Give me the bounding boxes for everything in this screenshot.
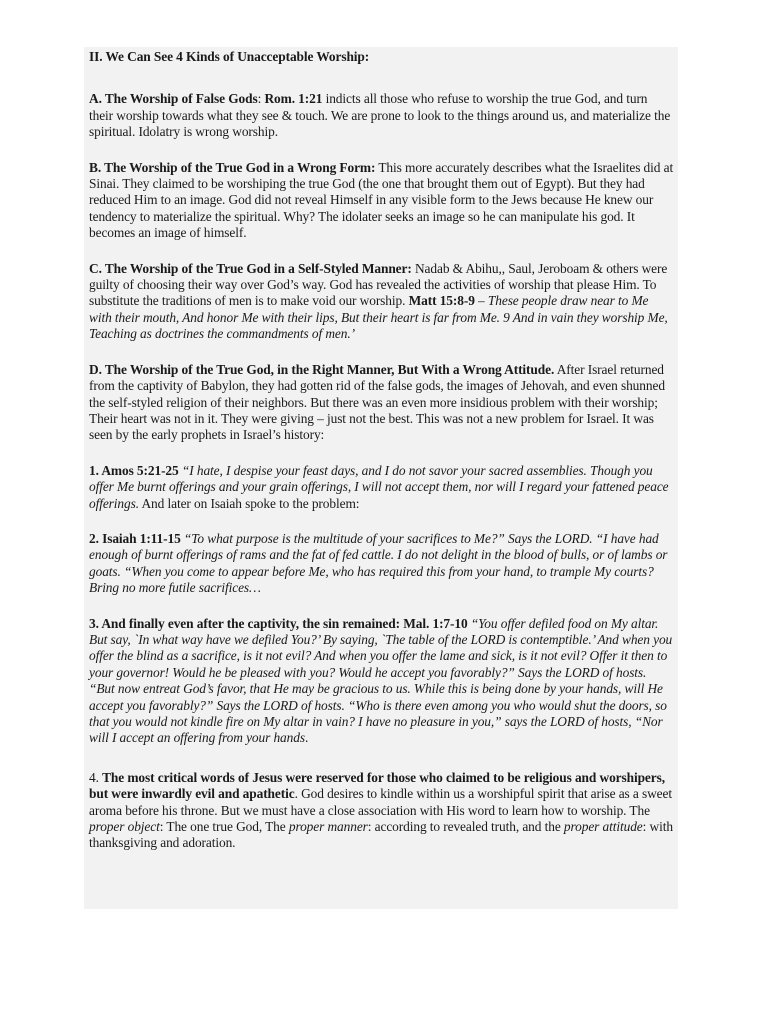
- section-a-sep: :: [257, 91, 265, 107]
- section-b-body: This more accurately describes what the Israelites did at Sinai. They claimed to be worshiping the true God (the one that brought them out of Egypt). But they had reduced Him to an image. God did not reveal Himself in any visible form to the Jews because He knew our tendency to materialize the spiritual. Why? The idolater seeks an image so he can manipulate his god. It becomes an image of himself.: [89, 159, 674, 241]
- point-1-quote: “I hate, I despise your feast days, and I do not savor your sacred assemblies. Though you offer Me burnt offerings and your grain offerings, I will not accept them, nor will I regard your fattened peace offerings.: [89, 462, 669, 511]
- section-b: [89, 160, 674, 242]
- point-1: [89, 463, 674, 512]
- section-c-body: Nadab & Abihu,, Saul, Jeroboam & others were guilty of choosing their way over God’s way. God has revealed the activities of worship that please Him. To substitute the traditions of men is to make void our worship.: [89, 260, 668, 309]
- point-3-end: .: [304, 730, 309, 746]
- point-4-proper-attitude: proper attitude: [563, 819, 643, 835]
- point-4: [89, 770, 674, 852]
- point-4-proper-object: proper object: [89, 819, 160, 835]
- point-2-quote: “To what purpose is the multitude of your sacrifices to Me?” Says the LORD. “I have had enough of burnt offerings of rams and the fat of fed cattle. I do not delight in the blood of bulls, or of lambs or goats. “When you come to appear before Me, who has required this from your hand, to trample My courts? Bring no more futile sacrifices…: [89, 530, 668, 596]
- point-3: [89, 616, 674, 747]
- point-1-ref: 1. Amos 5:21-25: [89, 462, 179, 478]
- point-4-body-3: : according to revealed truth, and the: [367, 819, 564, 835]
- section-a-heading: A. The Worship of False Gods: [89, 91, 258, 107]
- section-a-ref: Rom. 1:21: [264, 91, 323, 107]
- section-d-heading: D. The Worship of the True God, in the Right Manner, But With a Wrong Attitude.: [89, 361, 555, 377]
- section-d-body: After Israel returned from the captivity of Babylon, they had gotten rid of the false gods, the images of Jehovah, and even shunned the self-styled religion of their neighbors. But there was an even more insidious problem with their worship; Their heart was not in it. They were giving – just not the best. This was not a new problem for Israel. It was seen by the early prophets in Israel’s history:: [89, 361, 665, 443]
- section-c-heading: C. The Worship of the True God in a Self-Styled Manner:: [89, 260, 412, 276]
- point-2: [89, 531, 674, 597]
- section-c-quote: – These people draw near to Me with their mouth, And honor Me with their lips, But their heart is far from Me. 9 And in vain they worship Me, Teaching as doctrines the commandments of men.’: [89, 293, 668, 342]
- section-c: [89, 261, 674, 343]
- point-4-body-4: : with thanksgiving and adoration.: [89, 819, 673, 851]
- page-title: II. We Can See 4 Kinds of Unacceptable Worship:: [89, 49, 370, 64]
- section-a-body: indicts all those who refuse to worship the true God, and turn their worship towards what they see & touch. We are prone to look to the things around us, and materialize the spiritual. Idolatry is wrong worship.: [89, 91, 671, 140]
- point-4-body-2: : The one true God, The: [159, 819, 289, 835]
- section-d: [89, 362, 674, 444]
- point-1-tail: And later on Isaiah spoke to the problem:: [138, 495, 360, 511]
- section-b-heading: B. The Worship of the True God in a Wrong Form:: [89, 159, 376, 175]
- point-4-proper-manner: proper manner: [288, 819, 368, 835]
- point-3-quote: “You offer defiled food on My altar. But say, `In what way have we defiled You?’ By saying, `The table of the LORD is contemptible.’ And when you offer the blind as a sacrifice, is it not evil? And when you offer the lame and sick, is it not evil? Offer it then to your governor! Would he be pleased with you? Would he accept you favorably?” Says the LORD of hosts. “But now entreat God’s favor, that He may be gracious to us. While this is being done by your hands, will He accept you favorably?” Says the LORD of hosts. “Who is there even among you who would shut the doors, so that you would not kindle fire on My altar in vain? I have no pleasure in you,” says the LORD of hosts, “Nor will I accept an offering from your hands: [89, 615, 673, 746]
- point-4-body-1: . God desires to kindle within us a worshipful spirit that arise as a sweet aroma before his throne. But we must have a close association with His word to learn how to worship. The: [89, 786, 672, 818]
- point-2-ref: 2. Isaiah 1:11-15: [89, 530, 181, 546]
- point-3-ref: 3. And finally even after the captivity, the sin remained: Mal. 1:7-10: [89, 615, 468, 631]
- point-4-num: 4.: [89, 769, 103, 785]
- section-c-ref: Matt 15:8-9: [408, 293, 475, 309]
- section-a: [89, 91, 674, 140]
- point-4-heading: The most critical words of Jesus were reserved for those who claimed to be religious and worshipers, but were inwardly evil and apathetic: [89, 769, 665, 802]
- document-page: [84, 47, 678, 909]
